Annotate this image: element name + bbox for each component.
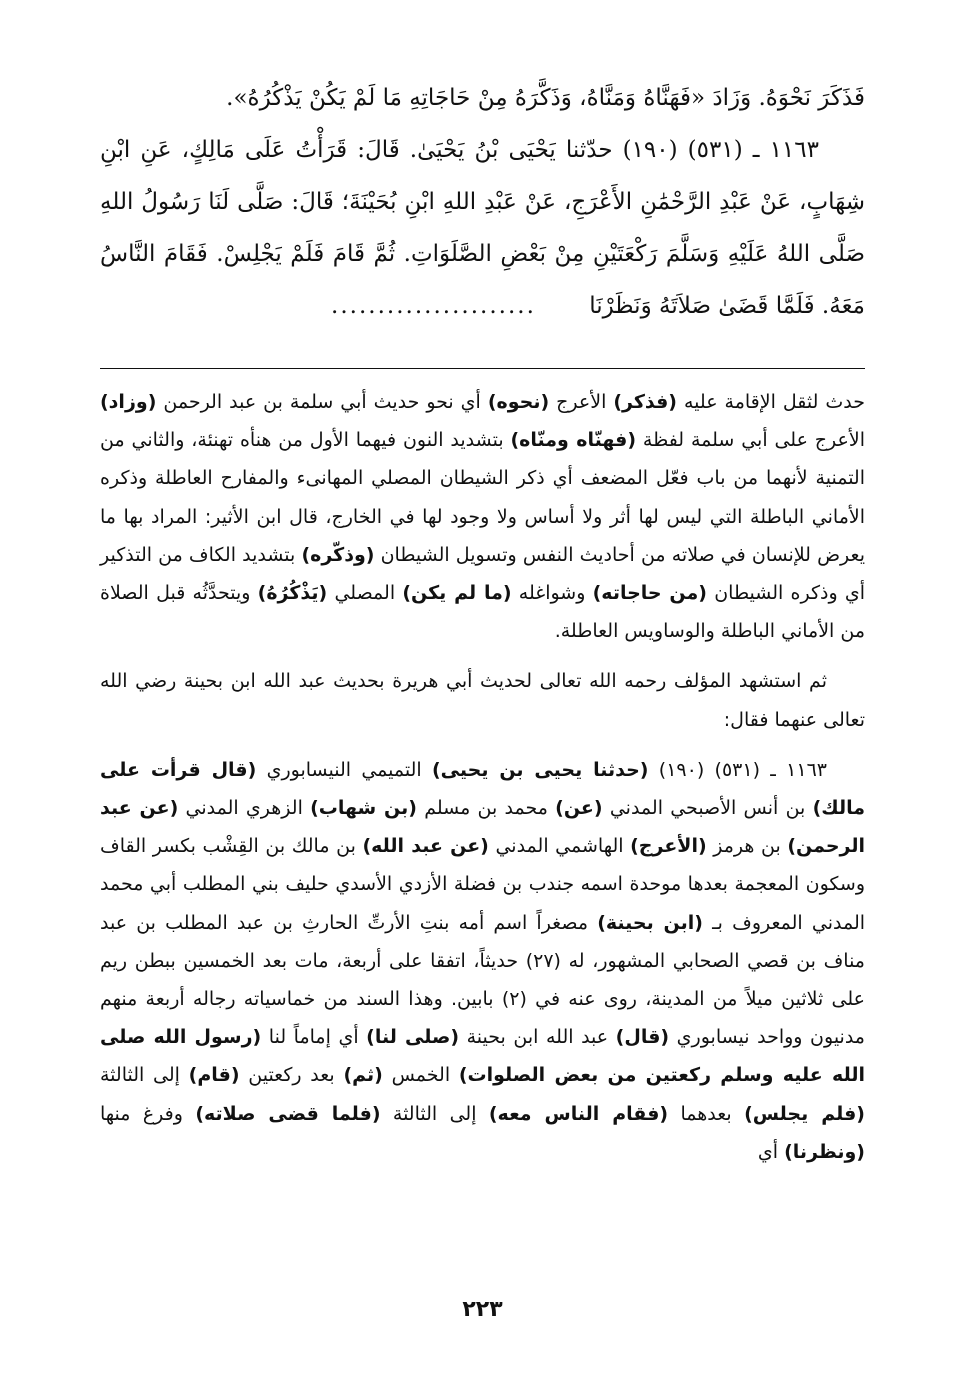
ellipsis-dots: ...................... bbox=[331, 293, 536, 319]
hadith-1163 bbox=[100, 124, 865, 332]
commentary-text-run: بن أنس الأصبحي المدني bbox=[602, 797, 813, 820]
commentary-text-run: الزهري المدني bbox=[178, 797, 311, 820]
hadith-1163-text: ١١٦٣ ـ (٥٣١) (١٩٠) حدّثنا يَحْيَى بْنُ يَحْيَىٰ. قَالَ: قَرَأْتُ عَلَى مَالِكٍ، عَنِ ابْنِ شِهَابٍ، عَنْ عَبْدِ الرَّحْمَٰنِ الأَعْرَجِ، عَنْ عَبْدِ اللهِ ابْنِ بُحَيْنَةَ؛ قَالَ: صَلَّى لَنَا رَسُولُ اللهِ صَلَّى اللهُ عَلَيْهِ وَسَلَّمَ رَكْعَتَيْنِ مِنْ بَعْضِ الصَّلَوَاتِ. ثُمَّ قَامَ فَلَمْ يَجْلِسْ. فَقَامَ النَّاسُ مَعَهُ. فَلَمَّا قَضَىٰ صَلاَتَهُ وَنَظَرْنَا bbox=[100, 137, 865, 319]
quoted-matn-phrase: (فهنّاه ومنّاه) bbox=[510, 429, 637, 452]
commentary-text-run: عبد الله ابن بحينة bbox=[459, 1026, 616, 1049]
quoted-matn-phrase: (عن) bbox=[555, 797, 603, 820]
commentary-paragraph-3 bbox=[100, 751, 865, 1171]
commentary-text-run: بن مالك بن القِشْب بكسر القاف وسكون المعجمة بعدها موحدة اسمه جندب بن فضلة الأزدي الأسدي حليف بني المطلب أبي محمد المدني المعروف بـ bbox=[100, 835, 866, 934]
commentary-text-run: بتشديد النون فيهما الأول من هنأه تهنئة، والثاني من التمنية لأنهما من باب فعّل المضعف أي ذكر الشيطان المصلي المهانىء والمفارح العاطلة وذكره الأماني الباطلة التي ليس لها أثر ولا أساس ولا وجود لها في الخارج، قال ابن الأثير: المراد بها ما يعرض للإنسان في صلاته من أحاديث النفس وتسويل الشيطان bbox=[100, 429, 865, 566]
commentary-text-run: بعدهما bbox=[668, 1102, 745, 1125]
commentary-text-run: المصلي bbox=[327, 582, 403, 605]
commentary-text-run: حدث لثقل الإقامة عليه bbox=[677, 391, 865, 413]
quoted-matn-phrase: (قال) bbox=[615, 1026, 670, 1049]
quoted-matn-phrase: (قال قرأت على مالك) bbox=[100, 758, 865, 820]
commentary-text-run: أي نحو حديث أبي سلمة بن عبد الرحمن bbox=[156, 391, 488, 413]
quoted-matn-phrase: (ابن بحينة) bbox=[597, 911, 703, 934]
quoted-matn-phrase: (فلما قضى صلاته) bbox=[195, 1102, 381, 1125]
quoted-matn-phrase: (وزاد) bbox=[100, 391, 157, 413]
commentary-text-run: الخمس bbox=[382, 1064, 459, 1087]
quoted-matn-phrase: (ثم) bbox=[343, 1064, 383, 1087]
commentary-paragraph-1 bbox=[100, 383, 865, 650]
quoted-matn-phrase: (قام) bbox=[188, 1064, 240, 1087]
footnote-separator-rule bbox=[100, 368, 865, 369]
quoted-matn-phrase: (فذكر) bbox=[613, 391, 677, 413]
commentary-text-run: بن هرمز bbox=[706, 835, 788, 858]
quoted-matn-phrase: (ما لم يكن) bbox=[402, 582, 512, 605]
quoted-matn-phrase: (حدثنا يحيى بن يحيى) bbox=[431, 758, 649, 781]
commentary-text-run: ويتحدَّثُه قبل الصلاة من الأماني الباطلة والوساويس العاطلة. bbox=[100, 582, 865, 643]
commentary-text-run: التميمي النيسابوري bbox=[256, 758, 432, 781]
commentary-text-run: مصغراً اسم أمه بنتِ الأرتِّ الحارثِ بن عبد المطلب بن عبد مناف بن قصي الصحابي المشهور، له (٢٧) حديثاً، اتفقا على أربعة، مات بعد الخمسين ببطن ريم على ثلاثين ميلاً من المدينة، روى عنه في (٢) بابين. وهذا السند من خماسياته رجاله أربعة منهم مدنيون وواحد نيسابوري bbox=[100, 911, 865, 1049]
quoted-matn-phrase: (رسول الله صلى الله عليه وسلم ركعتين من بعض الصلوات) bbox=[100, 1026, 865, 1087]
commentary-text-run: إلى الثالثة bbox=[380, 1102, 489, 1125]
quoted-matn-phrase: (ونظرنا) bbox=[784, 1140, 865, 1163]
commentary-text-run: الأعرج على أبي سلمة لفظة bbox=[636, 429, 865, 452]
quoted-matn-phrase: (بن شهاب) bbox=[310, 797, 417, 820]
commentary-text-run: ثم استشهد المؤلف رحمه الله تعالى لحديث أبي هريرة بحديث عبد الله ابن بحينة رضي الله تعالى عنهما فقال: bbox=[100, 670, 865, 731]
commentary-text-run: أي bbox=[757, 1140, 785, 1163]
quoted-matn-phrase: (عن عبد الله) bbox=[362, 835, 489, 858]
book-page bbox=[100, 72, 865, 1322]
quoted-matn-phrase: (نحوه) bbox=[487, 391, 550, 413]
commentary-paragraph-2 bbox=[100, 662, 865, 738]
commentary-text-run: بعد ركعتين bbox=[239, 1064, 344, 1087]
quoted-matn-phrase: (فلم يجلس) bbox=[744, 1102, 865, 1125]
quoted-matn-phrase: (فقام الناس معه) bbox=[488, 1102, 669, 1125]
commentary-text-run: الأعرج bbox=[549, 391, 614, 413]
commentary-text-run: الهاشمي المدني bbox=[488, 835, 631, 858]
commentary-text-run: أي إماماً لنا bbox=[261, 1026, 367, 1049]
quoted-matn-phrase: (يَذْكُرُهُ) bbox=[257, 582, 328, 605]
commentary-text-run: وفرغ منها bbox=[100, 1102, 196, 1125]
commentary-text-run: محمد بن مسلم bbox=[416, 797, 556, 820]
hadith-text-block bbox=[100, 72, 865, 332]
hadith-line-continuation: فَذَكَرَ نَحْوَهُ. وَزَادَ «فَهَنَّاهُ وَمَنَّاهُ، وَذَكَّرَهُ مِنْ حَاجَاتِهِ مَا لَمْ يَكُنْ يَذْكُرُهُ». bbox=[226, 85, 865, 111]
page-number: ٢٢٣ bbox=[462, 1297, 503, 1322]
quoted-matn-phrase: (الأعرج) bbox=[630, 835, 707, 858]
commentary-block bbox=[100, 383, 865, 1171]
commentary-text-run: بتشديد الكاف من التذكير أي وذكره الشيطان bbox=[100, 543, 866, 605]
quoted-matn-phrase: (صلى لنا) bbox=[366, 1026, 460, 1049]
commentary-text-run: وشواغله bbox=[511, 582, 593, 605]
quoted-matn-phrase: (وذكّره) bbox=[301, 543, 375, 566]
quoted-matn-phrase: (عن عبد الرحمن) bbox=[100, 797, 866, 858]
commentary-text-run: ١١٦٣ ـ (٥٣١) (١٩٠) bbox=[648, 758, 827, 781]
commentary-text-run: إلى الثالثة bbox=[100, 1064, 189, 1087]
quoted-matn-phrase: (من حاجاته) bbox=[592, 582, 707, 605]
